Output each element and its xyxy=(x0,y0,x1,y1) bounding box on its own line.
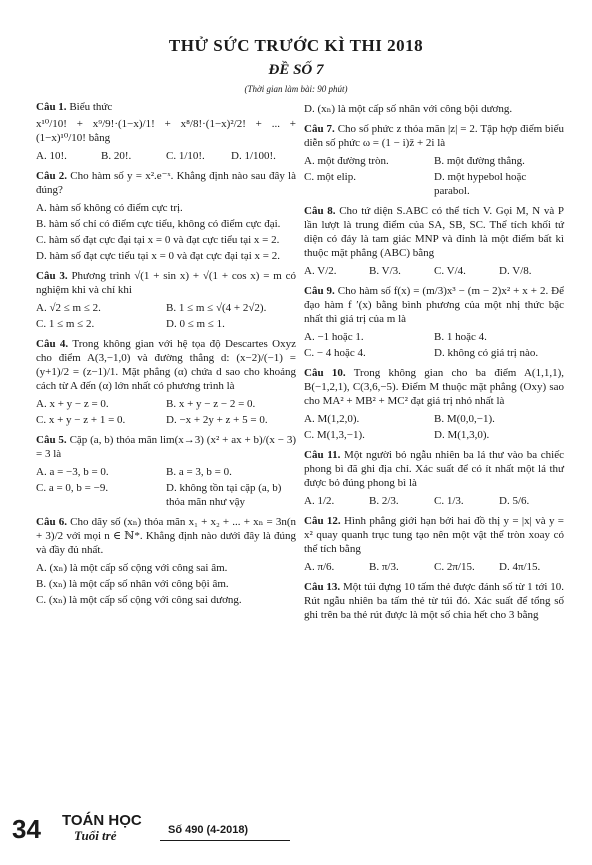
option-d: D. M(1,3,0). xyxy=(434,429,490,441)
page-footer xyxy=(0,812,592,852)
option-a: A. a = −3, b = 0. xyxy=(36,466,109,478)
option-c: C. 1/10!. xyxy=(166,150,205,162)
question-text: Cho hàm số f(x) = (m/3)x³ − (m − 2)x² + x + 2. Để đạo hàm f ′(x) bằng bình phương của một nhị thức bậc nhất thì giá trị của m là xyxy=(304,285,565,325)
question-number: Câu 9. xyxy=(304,285,335,297)
option-d: D. 4π/15. xyxy=(499,561,541,573)
left-column xyxy=(36,100,296,613)
option-a: A. M(1,2,0). xyxy=(304,413,360,425)
question-5 xyxy=(36,433,296,510)
page-number: 34 xyxy=(12,814,41,844)
option-b: B. 1 hoặc 4. xyxy=(434,331,487,343)
option-c: C. − 4 hoặc 4. xyxy=(304,347,366,359)
question-number: Câu 6. xyxy=(36,516,67,528)
option-c: C. a = 0, b = −9. xyxy=(36,482,109,494)
option-d: D. 0 ≤ m ≤ 1. xyxy=(166,318,225,330)
right-column xyxy=(304,100,564,625)
question-text: Một túi đựng 10 tấm thẻ được đánh số từ 1 tới 10. Rút ngẫu nhiên ba tấm thẻ từ túi đó. Xác suất để tổng số ghi trên ba thẻ rút được là một số chia hết cho 3 bằng xyxy=(304,581,564,621)
option-b: B. 20!. xyxy=(101,150,132,162)
question-number: Câu 1. xyxy=(36,101,67,113)
question-8 xyxy=(304,204,564,279)
question-number: Câu 8. xyxy=(304,205,336,217)
question-6-continued xyxy=(304,101,564,117)
question-11 xyxy=(304,448,564,509)
question-10 xyxy=(304,366,564,443)
option-b: B. π/3. xyxy=(369,561,399,573)
option-d: D. một hypebol hoặc parabol. xyxy=(434,171,527,197)
issue-number: Số 490 (4-2018) xyxy=(168,824,249,836)
question-3 xyxy=(36,269,296,332)
option-a: A. √2 ≤ m ≤ 2. xyxy=(36,302,101,314)
option-a: A. x + y − z = 0. xyxy=(36,398,109,410)
magazine-logo-top: TOÁN HỌC xyxy=(62,812,142,829)
question-number: Câu 2. xyxy=(36,170,68,182)
question-13 xyxy=(304,580,564,622)
option-d: D. không có giá trị nào. xyxy=(434,347,539,359)
question-text: Cho dãy số (xₙ) thỏa mãn x₁ + x₂ + ... + xₙ = 3n(n + 3)/2 với mọi n ∈ ℕ*. Khẳng định nào dưới đây là đúng và đầy đủ nhất. xyxy=(36,516,297,556)
question-number: Câu 10. xyxy=(304,367,346,379)
option-c: C. (xₙ) là một cấp số cộng với công sai dương. xyxy=(36,594,242,606)
option-c: C. M(1,3,−1). xyxy=(304,429,365,441)
option-a: A. hàm số không có điểm cực trị. xyxy=(36,202,183,214)
question-number: Câu 3. xyxy=(36,270,68,282)
question-text: Cặp (a, b) thỏa mãn lim(x→3) (x² + ax + b)/(x − 3) = 3 là xyxy=(36,434,297,460)
option-d: D. −x + 2y + z + 5 = 0. xyxy=(166,414,268,426)
question-4 xyxy=(36,337,296,428)
option-d: D. 1/100!. xyxy=(231,150,276,162)
question-number: Câu 5. xyxy=(36,434,67,446)
option-c: C. V/4. xyxy=(434,265,466,277)
option-b: B. M(0,0,−1). xyxy=(434,413,495,425)
question-number: Câu 12. xyxy=(304,515,341,527)
question-12 xyxy=(304,514,564,575)
question-9 xyxy=(304,284,564,361)
question-text: Biểu thức xyxy=(69,101,113,113)
option-c: C. 1 ≤ m ≤ 2. xyxy=(36,318,95,330)
question-text: Cho hàm số y = x².e⁻ˣ. Khẳng định nào sau đây là đúng? xyxy=(36,170,296,196)
question-text: Hình phẳng giới hạn bởi hai đồ thị y = |x| và y = x² quay quanh trục tung tạo nên một vật thể tròn xoay có thể tích bằng xyxy=(304,515,565,555)
option-c: C. một elip. xyxy=(304,171,356,183)
option-b: B. hàm số chỉ có điểm cực tiểu, không có điểm cực đại. xyxy=(36,218,281,230)
question-number: Câu 4. xyxy=(36,338,69,350)
question-text: Cho tứ diện S.ABC có thể tích V. Gọi M, N và P lần lượt là trung điểm của SA, SB, SC. Thể tích khối tứ diện có đáy là tam giác MNP và đỉnh là một điểm bất kì thuộc mặt phẳng (ABC) bằng xyxy=(304,205,565,259)
exam-number: ĐỀ SỐ 7 xyxy=(268,62,324,78)
option-a: A. (xₙ) là một cấp số cộng với công sai âm. xyxy=(36,562,228,574)
question-number: Câu 13. xyxy=(304,581,341,593)
option-a: A. V/2. xyxy=(304,265,337,277)
option-b: B. 1 ≤ m ≤ √(4 + 2√2). xyxy=(166,302,267,314)
question-7 xyxy=(304,122,564,199)
question-2 xyxy=(36,169,296,264)
question-text: Phương trình √(1 + sin x) + √(1 + cos x) = m có nghiệm khi và chỉ khi xyxy=(36,270,297,296)
option-b: B. (xₙ) là một cấp số nhân với công bội âm. xyxy=(36,578,229,590)
question-text: Một người bỏ ngẫu nhiên ba lá thư vào ba chiếc phong bì đã ghi địa chỉ. Xác suất để có ít nhất một lá thư được bỏ đúng phong bì là xyxy=(304,449,564,489)
option-d: D. hàm số đạt cực tiểu tại x = 0 và đạt cực đại tại x = 2. xyxy=(36,250,280,262)
option-a: A. −1 hoặc 1. xyxy=(304,331,364,343)
option-d: D. không tồn tại cặp (a, b) thỏa mãn như vậy xyxy=(166,482,282,508)
option-c: C. 1/3. xyxy=(434,495,464,507)
option-d: D. V/8. xyxy=(499,265,532,277)
option-a: A. π/6. xyxy=(304,561,335,573)
magazine-logo-bottom: Tuổi trẻ xyxy=(74,828,117,843)
option-a: A. 10!. xyxy=(36,150,67,162)
option-d: D. (xₙ) là một cấp số nhân với công bội dương. xyxy=(304,103,513,115)
option-c: C. 2π/15. xyxy=(434,561,475,573)
option-c: C. x + y − z + 1 = 0. xyxy=(36,414,126,426)
footer-rule xyxy=(160,840,290,841)
question-expression: x¹⁰/10! + x⁹/9!·(1−x)/1! + x⁸/8!·(1−x)²/2! + ... + (1−x)¹⁰/10! bằng xyxy=(36,118,296,144)
option-d: D. 5/6. xyxy=(499,495,530,507)
question-6 xyxy=(36,515,296,608)
time-limit: (Thời gian làm bài: 90 phút) xyxy=(244,84,348,94)
page-title: THỬ SỨC TRƯỚC KÌ THI 2018 xyxy=(168,36,424,55)
option-c: C. hàm số đạt cực đại tại x = 0 và đạt cực tiểu tại x = 2. xyxy=(36,234,280,246)
option-b: B. x + y − z − 2 = 0. xyxy=(166,398,256,410)
question-text: Cho số phức z thỏa mãn |z| = 2. Tập hợp điểm biểu diễn số phức ω = (1 − i)z̄ + 2i là xyxy=(304,123,564,149)
option-a: A. một đường tròn. xyxy=(304,155,389,167)
option-b: B. một đường thẳng. xyxy=(434,155,525,167)
option-a: A. 1/2. xyxy=(304,495,335,507)
question-text: Trong không gian cho ba điểm A(1,1,1), B(−1,2,1), C(3,6,−5). Điểm M thuộc mặt phẳng (Oxy) sao cho MA² + MB² + MC² đạt giá trị nhỏ nhất là xyxy=(304,367,565,407)
question-number: Câu 11. xyxy=(304,449,341,461)
option-b: B. 2/3. xyxy=(369,495,399,507)
option-b: B. V/3. xyxy=(369,265,401,277)
question-number: Câu 7. xyxy=(304,123,335,135)
option-b: B. a = 3, b = 0. xyxy=(166,466,232,478)
question-text: Trong không gian với hệ tọa độ Descartes Oxyz cho điểm A(3,−1,0) và đường thẳng d: (x−2)/(−1) = (y+1)/2 = (z−1)/1. Mặt phẳng (α) chứa d sao cho khoảng cách từ A đến (α) lớn nhất có phương trình là xyxy=(36,338,296,392)
question-1 xyxy=(36,100,296,164)
